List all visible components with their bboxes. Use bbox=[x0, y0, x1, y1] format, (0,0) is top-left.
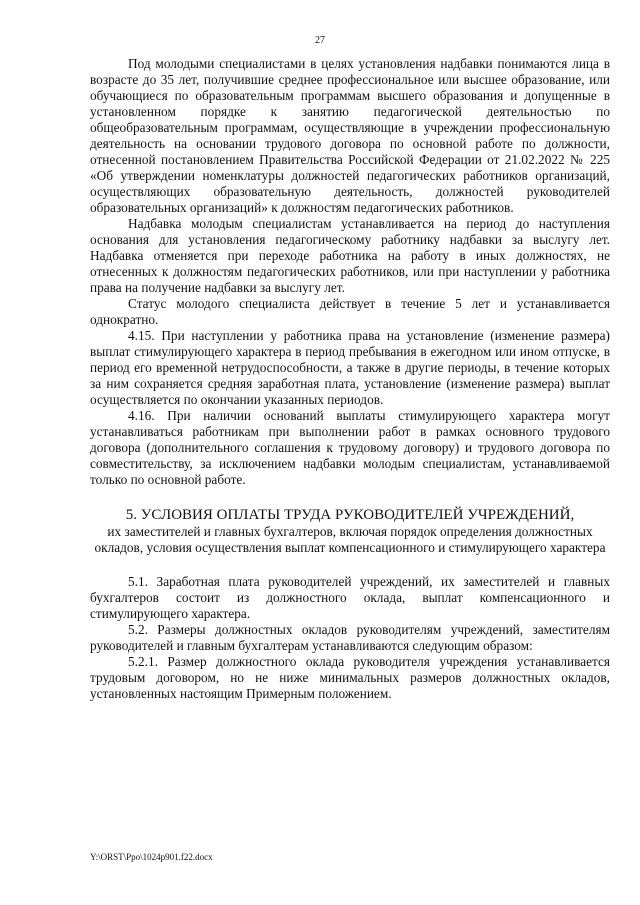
paragraph-young-specialist-status: Статус молодого специалиста действует в течение 5 лет и устанавливается однократно. bbox=[90, 296, 610, 327]
paragraph-5-2-1: 5.2.1. Размер должностного оклада руководителя учреждения устанавливается трудовым договором, но не ниже минимальных размеров должностных окладов, установленных настоящим Примерным положением. bbox=[90, 654, 610, 701]
document-body bbox=[90, 56, 610, 702]
paragraph-4-16: 4.16. При наличии оснований выплаты стимулирующего характера могут устанавливаться работникам при выполнении работ в рамках основного трудового договора (дополнительного соглашения к трудовому договору) и трудового договора по совместительству, за исключением надбавки молодым специалистам, устанавливаемой только по основной работе. bbox=[90, 408, 610, 487]
file-path-footer: Y:\ORST\Ppo\1024p901.f22.docx bbox=[90, 852, 213, 862]
paragraph-young-specialists-definition: Под молодыми специалистами в целях установления надбавки понимаются лица в возрасте до 35 лет, получившие среднее профессиональное или высшее образование, или обучающиеся по образовательным программам высшего образования и допущенные в установленном порядке к занятию педагогической деятельностью по общеобразовательным программам, осуществляющие в учреждении профессиональную деятельность на основании трудового договора по основной работе по должности, отнесенной постановлением Правительства Российской Федерации от 21.02.2022 № 225 «Об утверждении номенклатуры должностей педагогических работников организаций, осуществляющих образовательную деятельность, должностей руководителей образовательных организаций» к должностям педагогических работников. bbox=[90, 56, 610, 215]
section-5-subtitle: их заместителей и главных бухгалтеров, включая порядок определения должностных окладов, условия осуществления выплат компенсационного и стимулирующего характера bbox=[94, 524, 606, 555]
paragraph-young-specialists-bonus: Надбавка молодым специалистам устанавливается на период до наступления основания для установления педагогическому работнику надбавки за выслугу лет. Надбавка отменяется при переходе работника на работу в иных должностях, не отнесенных к должностям педагогических работников, или при наступлении у работника права на получение надбавки за выслугу лет. bbox=[90, 216, 610, 295]
paragraph-5-2: 5.2. Размеры должностных окладов руководителям учреждений, заместителям руководителей и главным бухгалтерам устанавливаются следующим образом: bbox=[90, 622, 610, 653]
paragraph-5-1: 5.1. Заработная плата руководителей учреждений, их заместителей и главных бухгалтеров состоит из должностного оклада, выплат компенсационного и стимулирующего характера. bbox=[90, 574, 610, 621]
section-5-title: 5. УСЛОВИЯ ОПЛАТЫ ТРУДА РУКОВОДИТЕЛЕЙ УЧРЕЖДЕНИЙ, bbox=[125, 507, 575, 523]
paragraph-4-15: 4.15. При наступлении у работника права на установление (изменение размера) выплат стимулирующего характера в период пребывания в ежегодном или ином отпуске, в период его временной нетрудоспособности, а также в другие периоды, в течение которых за ним сохраняется средняя заработная плата, установление (изменение размера) выплат осуществляется по окончании указанных периодов. bbox=[90, 328, 610, 407]
page-number: 27 bbox=[315, 35, 325, 46]
